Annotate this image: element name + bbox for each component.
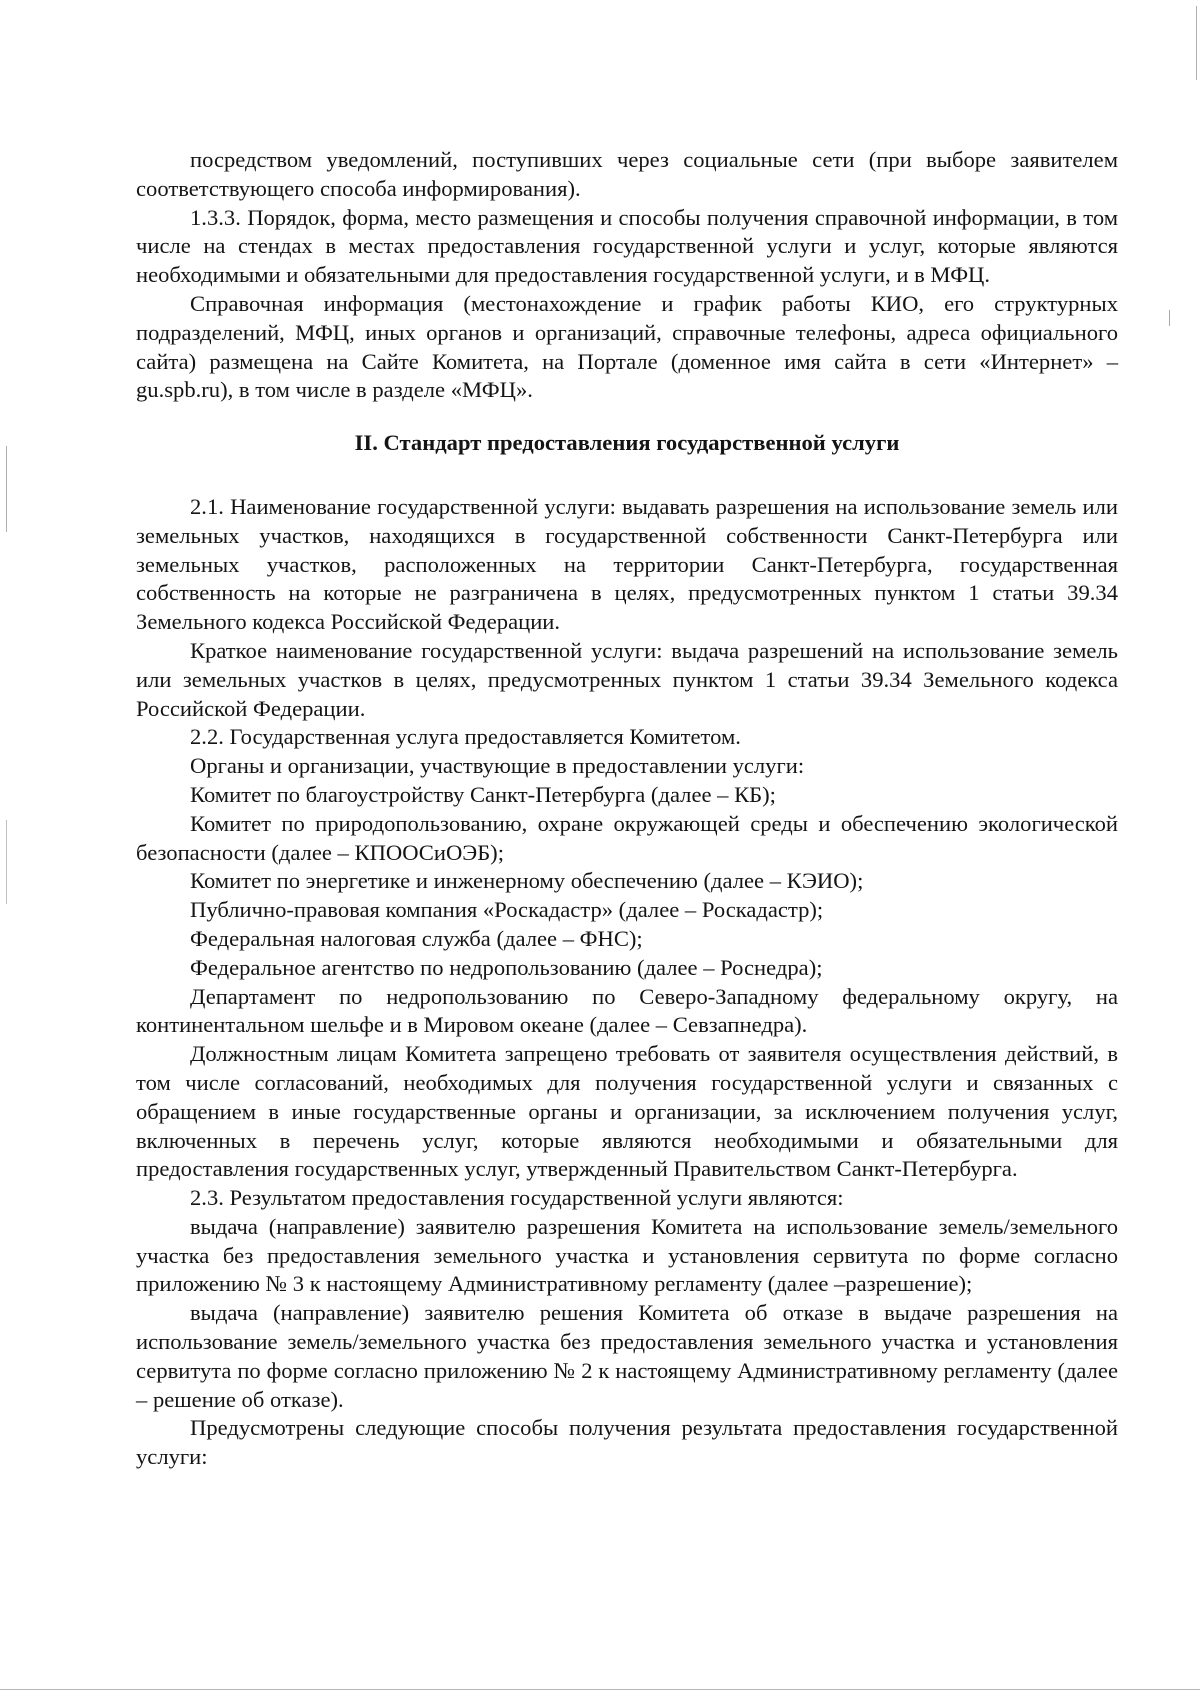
paragraph: 2.3. Результатом предоставления государственной услуги являются: [190, 1185, 844, 1211]
paragraph: выдача (направление) заявителю решения Комитета об отказе в выдаче разрешения на использование земель/земельного участка без предоставления земельного участка и установления сервитута по форме согласно приложению № 2 к настоящему Административному регламенту (далее – решение об отказе). [136, 1300, 1118, 1412]
paragraph: Федеральное агентство по недропользованию (далее – Роснедра); [190, 954, 823, 980]
paragraph: Публично-правовая компания «Роскадастр» (далее – Роскадастр); [190, 897, 824, 923]
paragraph: Органы и организации, участвующие в предоставлении услуги: [190, 753, 805, 779]
paragraph: Краткое наименование государственной услуги: выдача разрешений на использование земель или земельных участков в целях, предусмотренных пунктом 1 статьи 39.34 Земельного кодекса Российской Федерации. [136, 637, 1118, 721]
paragraph: 2.2. Государственная услуга предоставляется Комитетом. [190, 724, 741, 750]
paragraph: Должностным лицам Комитета запрещено требовать от заявителя осуществления действий, в том числе согласований, необходимых для получения государственной услуги и связанных с обращением в иные государственные органы и организации, за исключением получения услуг, включенных в перечень услуг, которые являются необходимыми и обязательными для предоставления государственных услуг, утвержденный Правительством Санкт-Петербурга. [136, 1041, 1118, 1182]
paragraph: выдача (направление) заявителю разрешения Комитета на использование земель/земельного участка без предоставления земельного участка и установления сервитута по форме согласно приложению № 3 к настоящему Административному регламенту (далее –разрешение); [136, 1213, 1118, 1297]
scan-artifact [1169, 310, 1170, 326]
scan-artifact [0, 1689, 1200, 1690]
paragraph: Федеральная налоговая служба (далее – ФНС); [190, 925, 643, 951]
paragraph: Департамент по недропользованию по Северо-Западному федеральному округу, на континентальном шельфе и в Мировом океане (далее – Севзапнедра). [136, 983, 1118, 1038]
paragraph: Комитет по благоустройству Санкт-Петербурга (далее – КБ); [190, 781, 776, 807]
paragraph: Предусмотрены следующие способы получения результата предоставления государственной услуги: [136, 1415, 1118, 1470]
paragraph: посредством уведомлений, поступивших через социальные сети (при выборе заявителем соответствующего способа информирования). [136, 147, 1118, 201]
section-heading: II. Стандарт предоставления государственной услуги [354, 430, 900, 456]
document-body [136, 146, 1118, 1472]
scan-artifact [1196, 6, 1197, 80]
scan-artifact [6, 820, 7, 904]
paragraph: Справочная информация (местонахождение и график работы КИО, его структурных подразделений, МФЦ, иных органов и организаций, справочные телефоны, адреса официального сайта) размещена на Сайте Комитета, на Портале (доменное имя сайта в сети «Интернет» – gu.spb.ru), в том числе в разделе «МФЦ». [136, 290, 1118, 403]
paragraph: Комитет по природопользованию, охране окружающей среды и обеспечению экологической безопасности (далее – КПООСиОЭБ); [136, 810, 1118, 865]
scan-artifact [6, 446, 7, 532]
paragraph: 2.1. Наименование государственной услуги: выдавать разрешения на использование земель или земельных участков, находящихся в государственной собственности Санкт-Петербурга или земельных участков, расположенных на территории Санкт-Петербурга, государственная собственность на которые не разграничена в целях, предусмотренных пунктом 1 статьи 39.34 Земельного кодекса Российской Федерации. [136, 493, 1118, 635]
paragraph: Комитет по энергетике и инженерному обеспечению (далее – КЭИО); [190, 868, 864, 894]
paragraph: 1.3.3. Порядок, форма, место размещения и способы получения справочной информации, в том числе на стендах в местах предоставления государственной услуги и услуг, которые являются необходимыми и обязательными для предоставления государственной услуги, и в МФЦ. [136, 204, 1118, 288]
